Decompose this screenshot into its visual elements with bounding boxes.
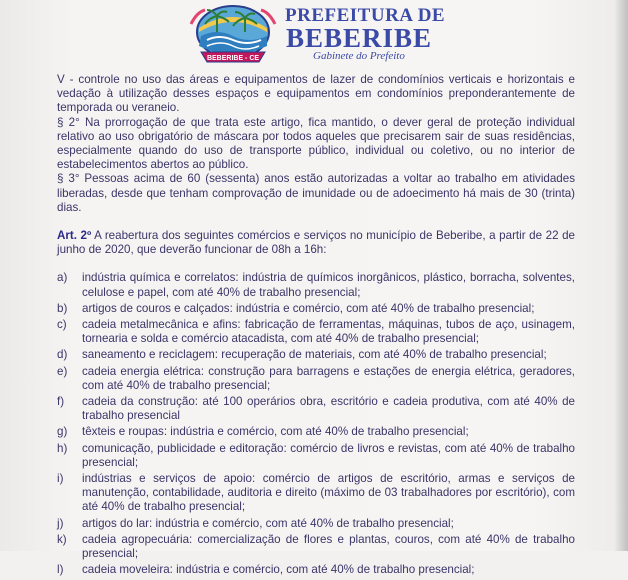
gabinete-subtitle: Gabinete do Prefeito	[313, 50, 405, 62]
paragraph-section-3: § 3° Pessoas acima de 60 (sessenta) anos estão autorizadas a voltar ao trabalho em atividades liberadas, desde que tenham comprovação de imunidade ou de adoecimento há mais de 30 (trinta) dias.	[57, 172, 575, 214]
article-2	[57, 229, 575, 257]
list-item: h) comunicação, publicidade e editoração: comércio de livros e revistas, com até 40% de trabalho presencial;	[57, 441, 575, 469]
list-item: j) artigos do lar: indústria e comércio, com até 40% de trabalho presencial;	[57, 516, 454, 530]
list-item: k) cadeia agropecuária: comercialização de flores e plantas, couros, com até 40% de trabalho presencial;	[57, 532, 575, 561]
letterhead	[0, 0, 628, 72]
municipal-seal-logo	[187, 2, 279, 66]
prefeitura-title: PREFEITURA DE	[285, 5, 446, 26]
article-2-text: A reabertura dos seguintes comércios e serviços no município de Beberibe, a partir de 22 de junho de 2020, que deverão funcionar de 08h a 16h:	[57, 229, 575, 257]
paragraph-v: V - controle no uso das áreas e equipamentos de lazer de condomínios verticais e horizontais e vedação à utilização desses espaços e equipamentos em condomínios preponderantemente de temporada ou veraneio.	[57, 73, 575, 115]
page-edge-shadow	[614, 0, 628, 551]
list-item: a) indústria química e correlatos: indústria de químicos inorgânicos, plástico, borracha, solventes, celulose e papel, com até 40% de trabalho presencial;	[57, 271, 575, 299]
city-title: BEBERIBE	[286, 23, 433, 53]
list-item: e) cadeia energia elétrica: construção para barragens e estações de energia elétrica, geradores, com até 40% de trabalho presencial;	[57, 364, 575, 392]
document-body	[57, 73, 575, 580]
seal-banner-text: BEBERIBE - CE	[206, 55, 260, 62]
paragraph-section-2: § 2° Na prorrogação de que trata este artigo, fica mantido, o dever geral de proteção individual relativo ao uso obrigatório de máscara por todos aqueles que precisarem sair de suas residências, especialmente quando do uso de transporte público, individual ou coletivo, ou no interior de estabelecimentos abertos ao público.	[57, 115, 575, 172]
list-item: d) saneamento e reciclagem: recuperação de materiais, com até 40% de trabalho presencial;	[57, 348, 547, 362]
activities-list	[57, 271, 575, 577]
list-item: g) têxteis e roupas: indústria e comércio, com até 40% de trabalho presencial;	[57, 425, 469, 439]
list-item: f) cadeia da construção: até 100 operários obra, escritório e cadeia produtiva, com até 40% de trabalho presencial	[57, 395, 575, 423]
list-item: c) cadeia metalmecânica e afins: fabricação de ferramentas, máquinas, tubos de aço, usinagem, tornearia e solda e comércio atacadista, com até 40% de trabalho presencial;	[57, 318, 576, 346]
list-item: i) indústrias e serviços de apoio: comércio de artigos de escritório, armas e serviços de manutenção, contabilidade, auditoria e direito (máximo de 03 trabalhadores por escritório), com até 40% de trabalho presencial;	[57, 472, 575, 514]
article-2-label: Art. 2º	[57, 229, 92, 243]
list-item: l) cadeia moveleira: indústria e comércio, com até 40% de trabalho presencial;	[57, 563, 475, 577]
list-item: b) artigos de couros e calçados: indústria e comércio, com até 40% de trabalho presencial;	[57, 301, 535, 315]
